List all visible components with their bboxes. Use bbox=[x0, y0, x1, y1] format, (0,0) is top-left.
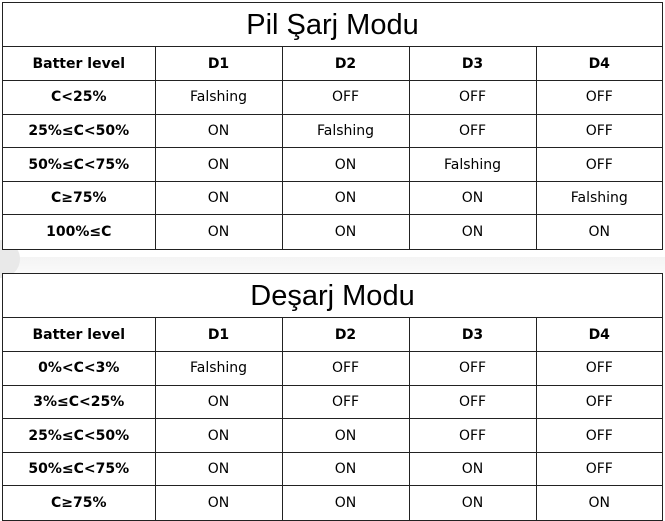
d2-state-cell: ON bbox=[282, 181, 409, 215]
d3-state-cell: ON bbox=[409, 215, 536, 249]
header-d4: D4 bbox=[536, 318, 662, 352]
battery-level-cell: C<25% bbox=[3, 81, 155, 115]
charge-mode-section bbox=[2, 2, 663, 250]
d4-state-cell: OFF bbox=[536, 385, 662, 419]
d2-state-cell: OFF bbox=[282, 352, 409, 386]
table-row bbox=[3, 419, 662, 453]
table-row bbox=[3, 352, 662, 386]
d4-state-cell: ON bbox=[536, 486, 662, 520]
d3-state-cell: ON bbox=[409, 486, 536, 520]
table-row bbox=[3, 114, 662, 148]
d2-state-cell: Falshing bbox=[282, 114, 409, 148]
battery-level-cell: 100%≤C bbox=[3, 215, 155, 249]
d1-state-cell: ON bbox=[155, 215, 282, 249]
d4-state-cell: OFF bbox=[536, 352, 662, 386]
d4-state-cell: OFF bbox=[536, 452, 662, 486]
d3-state-cell: Falshing bbox=[409, 148, 536, 182]
table-header-row bbox=[3, 318, 662, 352]
section-separator bbox=[0, 257, 665, 273]
table-row bbox=[3, 81, 662, 115]
charge-mode-table bbox=[3, 47, 662, 249]
battery-level-cell: 0%<C<3% bbox=[3, 352, 155, 386]
discharge-mode-table bbox=[3, 318, 662, 520]
battery-level-cell: 3%≤C<25% bbox=[3, 385, 155, 419]
d1-state-cell: ON bbox=[155, 452, 282, 486]
table-row bbox=[3, 452, 662, 486]
table-row bbox=[3, 148, 662, 182]
d2-state-cell: ON bbox=[282, 452, 409, 486]
d3-state-cell: OFF bbox=[409, 114, 536, 148]
header-d2: D2 bbox=[282, 318, 409, 352]
d2-state-cell: OFF bbox=[282, 81, 409, 115]
d3-state-cell: OFF bbox=[409, 81, 536, 115]
header-d3: D3 bbox=[409, 318, 536, 352]
d1-state-cell: ON bbox=[155, 419, 282, 453]
header-d1: D1 bbox=[155, 318, 282, 352]
table-row bbox=[3, 486, 662, 520]
discharge-mode-section bbox=[2, 273, 663, 521]
battery-level-cell: C≥75% bbox=[3, 486, 155, 520]
d2-state-cell: ON bbox=[282, 148, 409, 182]
d2-state-cell: OFF bbox=[282, 385, 409, 419]
d1-state-cell: Falshing bbox=[155, 352, 282, 386]
header-d4: D4 bbox=[536, 47, 662, 81]
header-battery-level: Batter level bbox=[3, 47, 155, 81]
d3-state-cell: OFF bbox=[409, 352, 536, 386]
d4-state-cell: Falshing bbox=[536, 181, 662, 215]
d3-state-cell: ON bbox=[409, 452, 536, 486]
d1-state-cell: ON bbox=[155, 385, 282, 419]
d3-state-cell: ON bbox=[409, 181, 536, 215]
battery-level-cell: C≥75% bbox=[3, 181, 155, 215]
d2-state-cell: ON bbox=[282, 215, 409, 249]
charge-mode-title: Pil Şarj Modu bbox=[3, 3, 662, 47]
d1-state-cell: ON bbox=[155, 148, 282, 182]
d2-state-cell: ON bbox=[282, 419, 409, 453]
d3-state-cell: OFF bbox=[409, 419, 536, 453]
d4-state-cell: OFF bbox=[536, 114, 662, 148]
header-d1: D1 bbox=[155, 47, 282, 81]
header-d3: D3 bbox=[409, 47, 536, 81]
battery-level-cell: 25%≤C<50% bbox=[3, 419, 155, 453]
d4-state-cell: OFF bbox=[536, 419, 662, 453]
d4-state-cell: ON bbox=[536, 215, 662, 249]
table-row bbox=[3, 181, 662, 215]
battery-level-cell: 50%≤C<75% bbox=[3, 452, 155, 486]
battery-level-cell: 50%≤C<75% bbox=[3, 148, 155, 182]
d4-state-cell: OFF bbox=[536, 148, 662, 182]
d4-state-cell: OFF bbox=[536, 81, 662, 115]
header-battery-level: Batter level bbox=[3, 318, 155, 352]
d1-state-cell: ON bbox=[155, 114, 282, 148]
d1-state-cell: Falshing bbox=[155, 81, 282, 115]
header-d2: D2 bbox=[282, 47, 409, 81]
table-header-row bbox=[3, 47, 662, 81]
table-row bbox=[3, 215, 662, 249]
d1-state-cell: ON bbox=[155, 486, 282, 520]
d1-state-cell: ON bbox=[155, 181, 282, 215]
d2-state-cell: ON bbox=[282, 486, 409, 520]
d3-state-cell: OFF bbox=[409, 385, 536, 419]
battery-level-cell: 25%≤C<50% bbox=[3, 114, 155, 148]
table-row bbox=[3, 385, 662, 419]
discharge-mode-title: Deşarj Modu bbox=[3, 274, 662, 318]
